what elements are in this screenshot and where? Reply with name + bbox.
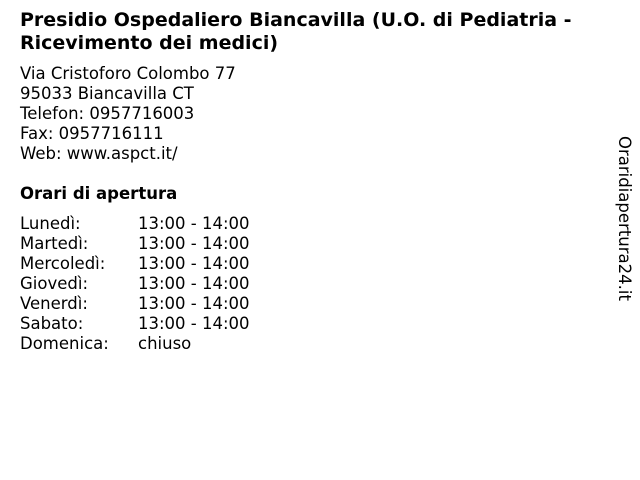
day-label: Domenica: (20, 334, 109, 353)
day-label: Giovedì: (20, 274, 88, 293)
day-label: Sabato: (20, 314, 84, 333)
page-title: Presidio Ospedaliero Biancavilla (U.O. di Pediatria - Ricevimento dei medici) (20, 9, 572, 54)
hours-value: 13:00 - 14:00 (138, 254, 250, 273)
day-label: Lunedì: (20, 214, 81, 233)
opening-hours-heading: Orari di apertura (20, 184, 178, 203)
site-watermark (615, 136, 640, 311)
watermark-text: Oraridiapertura24.it (615, 136, 634, 301)
hours-value: 13:00 - 14:00 (138, 274, 250, 293)
hours-value: 13:00 - 14:00 (138, 214, 250, 233)
city-address: 95033 Biancavilla CT (20, 84, 194, 103)
hours-value: 13:00 - 14:00 (138, 314, 250, 333)
fax-number: Fax: 0957716111 (20, 124, 164, 143)
day-label: Mercoledì: (20, 254, 106, 273)
hours-value: chiuso (138, 334, 192, 353)
phone-number: Telefon: 0957716003 (20, 104, 195, 123)
day-label: Venerdì: (20, 294, 88, 313)
website: Web: www.aspct.it/ (20, 144, 178, 163)
hours-value: 13:00 - 14:00 (138, 234, 250, 253)
street-address: Via Cristoforo Colombo 77 (20, 64, 236, 83)
day-label: Martedì: (20, 234, 89, 253)
hours-value: 13:00 - 14:00 (138, 294, 250, 313)
address-block (20, 64, 236, 164)
